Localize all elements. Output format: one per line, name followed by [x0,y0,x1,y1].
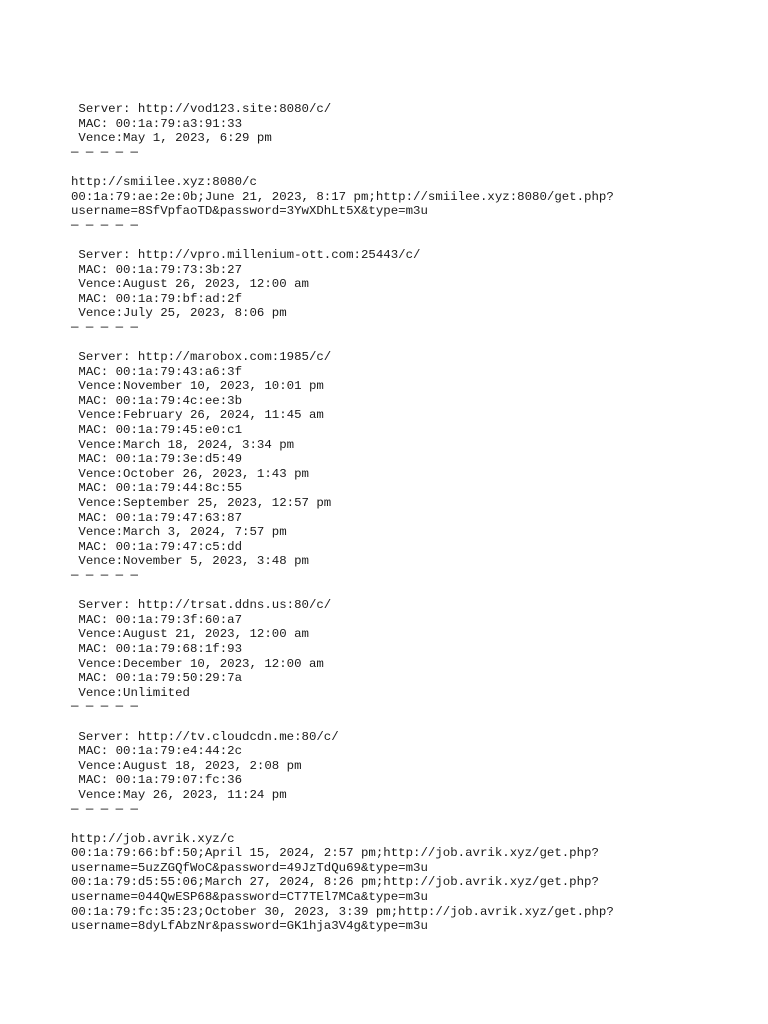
text-line: ─ ─ ─ ─ ─ [71,145,138,160]
text-line: Vence:Unlimited [71,685,190,700]
entry-block [71,248,741,336]
text-line: Vence:March 18, 2024, 3:34 pm [71,437,295,452]
entry-block [71,730,741,818]
text-line: http://job.avrik.xyz/c [71,831,235,846]
entry-block [71,598,741,715]
text-line: Server: http://vod123.site:8080/c/ [71,102,332,116]
blank-line [71,233,741,248]
text-line: Vence:July 25, 2023, 8:06 pm [71,306,287,321]
text-line: ─ ─ ─ ─ ─ [71,700,138,715]
text-line: Vence:September 25, 2023, 12:57 pm [71,496,332,511]
text-line: username=5uzZGQfWoC&password=49JzTdQu69&type=m3u [71,860,428,875]
text-line: Server: http://trsat.ddns.us:80/c/ [71,598,332,613]
text-line: MAC: 00:1a:79:43:a6:3f [71,364,243,379]
blank-line [71,584,741,599]
text-line: MAC: 00:1a:79:44:8c:55 [71,481,243,496]
text-line: Vence:February 26, 2024, 11:45 am [71,408,324,423]
text-line: MAC: 00:1a:79:3e:d5:49 [71,452,243,467]
text-line: MAC: 00:1a:79:4c:ee:3b [71,393,243,408]
text-line: 00:1a:79:fc:35:23;October 30, 2023, 3:39 pm;http://job.avrik.xyz/get.php? [71,904,614,919]
text-line: username=8SfVpfaoTD&password=3YwXDhLt5X&type=m3u [71,204,428,219]
text-line: Vence:May 1, 2023, 6:29 pm [71,131,272,146]
text-line: Vence:November 10, 2023, 10:01 pm [71,379,324,394]
text-line: username=044QwESP68&password=CT7TEl7MCa&type=m3u [71,890,428,905]
blank-line [71,715,741,730]
blank-line [71,817,741,832]
text-line: ─ ─ ─ ─ ─ [71,802,138,817]
text-line: Vence:August 18, 2023, 2:08 pm [71,758,302,773]
text-line: MAC: 00:1a:79:a3:91:33 [71,116,243,131]
text-line: Vence:December 10, 2023, 12:00 am [71,656,324,671]
text-line: MAC: 00:1a:79:47:63:87 [71,510,243,525]
text-line: MAC: 00:1a:79:e4:44:2c [71,744,243,759]
text-line: MAC: 00:1a:79:47:c5:dd [71,539,243,554]
entry-block [71,832,741,934]
text-line: 00:1a:79:d5:55:06;March 27, 2024, 8:26 pm;http://job.avrik.xyz/get.php? [71,875,599,890]
text-line: MAC: 00:1a:79:50:29:7a [71,671,243,686]
text-line: ─ ─ ─ ─ ─ [71,218,138,233]
blank-line [71,160,741,175]
text-line: MAC: 00:1a:79:45:e0:c1 [71,423,243,438]
text-line: Server: http://vpro.millenium-ott.com:25443/c/ [71,247,421,262]
blank-line [71,336,741,351]
text-line: 00:1a:79:ae:2e:0b;June 21, 2023, 8:17 pm;http://smiilee.xyz:8080/get.php? [71,189,614,204]
text-line: 00:1a:79:66:bf:50;April 15, 2024, 2:57 pm;http://job.avrik.xyz/get.php? [71,846,599,861]
text-line: MAC: 00:1a:79:68:1f:93 [71,641,243,656]
text-line: Vence:November 5, 2023, 3:48 pm [71,554,309,569]
text-line: http://smiilee.xyz:8080/c [71,174,257,189]
text-line: MAC: 00:1a:79:3f:60:a7 [71,612,243,627]
text-line: Server: http://marobox.com:1985/c/ [71,350,332,365]
text-line: Vence:March 3, 2024, 7:57 pm [71,525,287,540]
text-line: Vence:August 26, 2023, 12:00 am [71,277,309,292]
text-line: ─ ─ ─ ─ ─ [71,569,138,583]
text-line: Vence:May 26, 2023, 11:24 pm [71,787,287,802]
entry-block [71,350,741,584]
text-line: MAC: 00:1a:79:73:3b:27 [71,262,243,277]
text-line: MAC: 00:1a:79:07:fc:36 [71,773,243,788]
text-line: username=8dyLfAbzNr&password=GK1hja3V4g&type=m3u [71,919,428,934]
text-line: Server: http://tv.cloudcdn.me:80/c/ [71,729,339,744]
document-text [71,102,741,934]
entry-block [71,175,741,233]
text-line: Vence:October 26, 2023, 1:43 pm [71,466,309,481]
entry-block [71,102,741,160]
text-line: ─ ─ ─ ─ ─ [71,320,138,335]
text-line: MAC: 00:1a:79:bf:ad:2f [71,291,243,306]
text-line: Vence:August 21, 2023, 12:00 am [71,627,309,642]
